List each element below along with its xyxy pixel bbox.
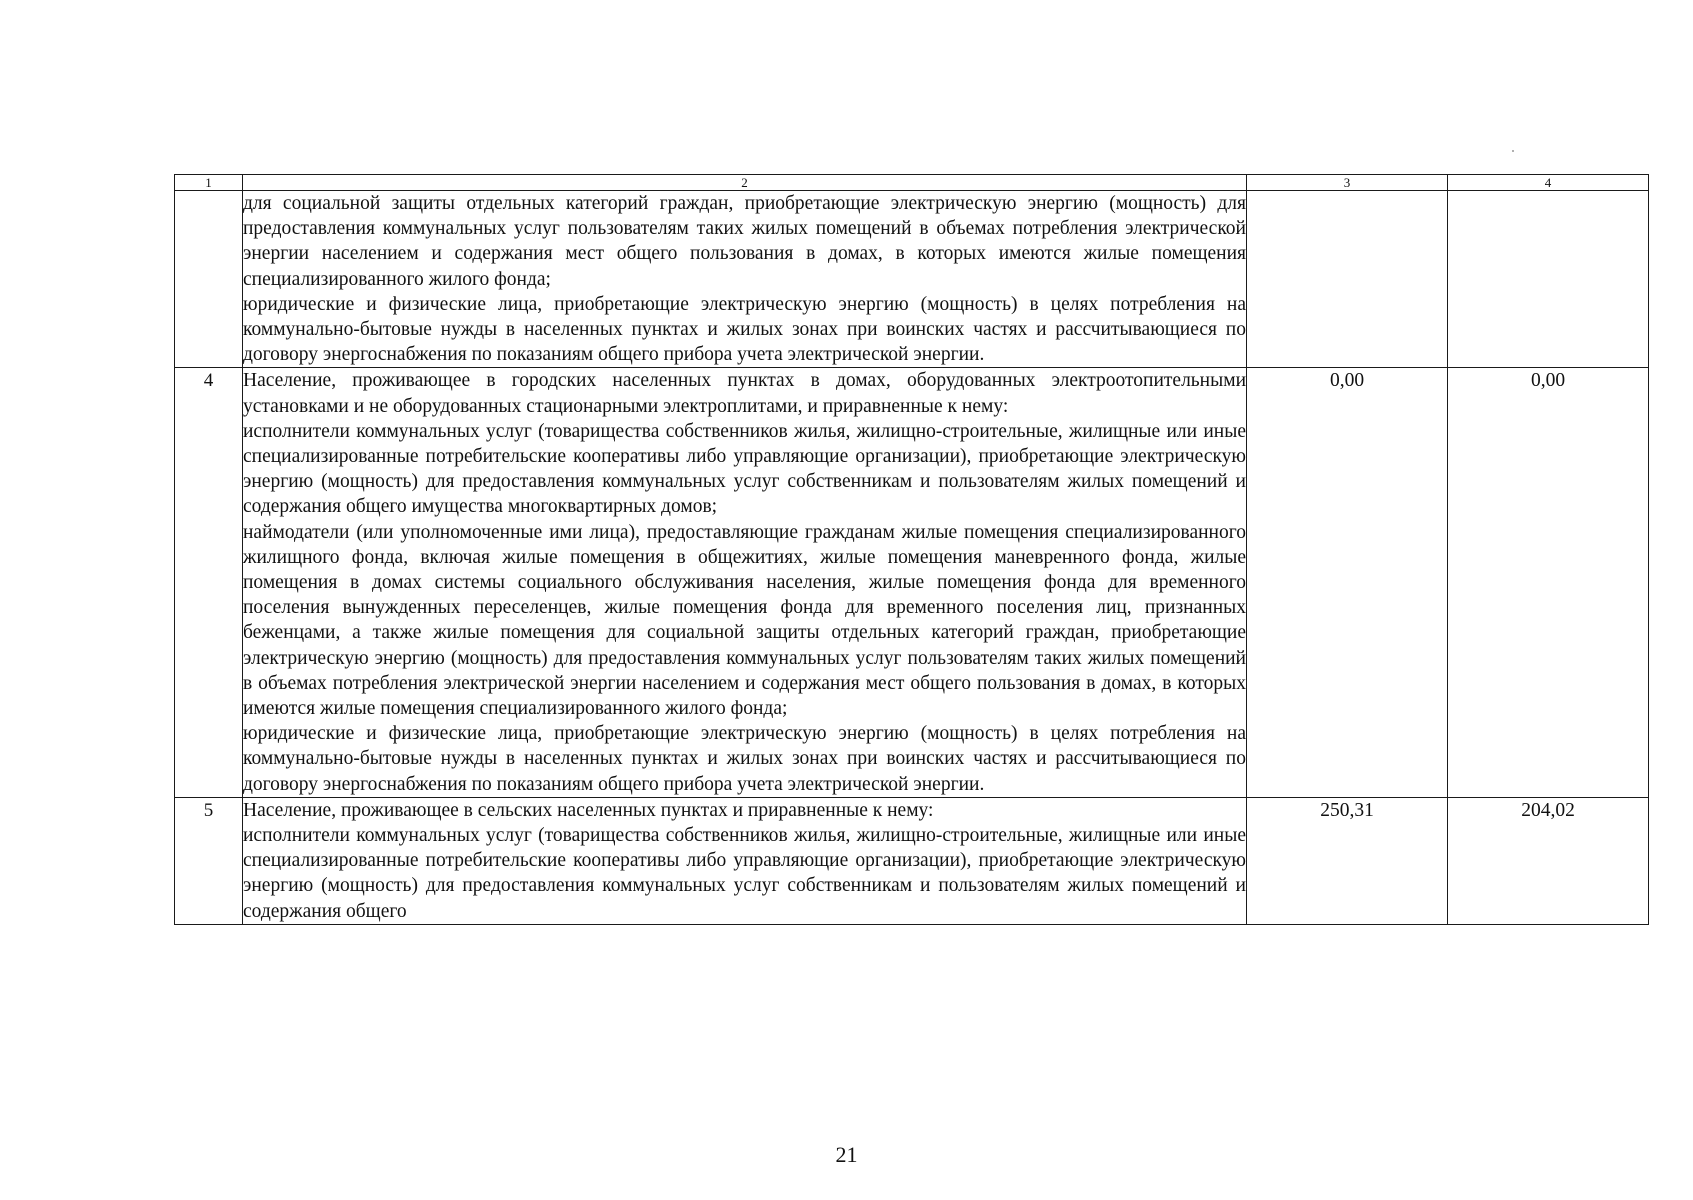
description-paragraph: для социальной защиты отдельных категорий граждан, приобретающие электрическую энергию (мощность) для предоставления коммунальных услуг пользователям таких жилых помещений в объемах потребления электрической энергии населением и содержания мест общего пользования в домах, в которых имеются жилые помещения специализированного жилого фонда;: [243, 193, 1246, 290]
row-description: [243, 191, 1247, 368]
page-number: 21: [835, 1142, 858, 1167]
description-paragraph: юридические и физические лица, приобретающие электрическую энергию (мощность) в целях потребления на коммунально-бытовые нужды в населенных пунктах и жилых зонах при воинских частях и рассчитывающиеся по договору энергоснабжения по показаниям общего прибора учета электрической энергии.: [243, 293, 1246, 366]
row-description: [243, 797, 1247, 924]
row-value-col3: 250,31: [1247, 797, 1448, 924]
description-paragraph: юридические и физические лица, приобретающие электрическую энергию (мощность) в целях потребления на коммунально-бытовые нужды в населенных пунктах и жилых зонах при воинских частях и рассчитывающиеся по договору энергоснабжения по показаниям общего прибора учета электрической энергии.: [243, 723, 1246, 795]
table-row-5: [175, 797, 1649, 924]
description-paragraph: Население, проживающее в сельских населенных пунктах и приравненные к нему:: [243, 799, 934, 821]
column-number-row: [175, 175, 1649, 191]
column-number-3: 3: [1247, 175, 1448, 191]
column-number-1: 1: [175, 175, 243, 191]
description-paragraph: наймодатели (или уполномоченные ими лица), предоставляющие гражданам жилые помещения специализированного жилищного фонда, включая жилые помещения в общежитиях, жилые помещения маневренного фонда, жилые помещения в домах системы социального обслуживания населения, жилые помещения фонда для временного поселения вынужденных переселенцев, жилые помещения фонда для временного поселения лиц, признанных беженцами, а также жилые помещения для социальной защиты отдельных категорий граждан, приобретающие электрическую энергию (мощность) для предоставления коммунальных услуг пользователям таких жилых помещений в объемах потребления электрической энергии населением и содержания мест общего пользования в домах, в которых имеются жилые помещения специализированного жилого фонда;: [243, 521, 1246, 720]
row-value-col4: 204,02: [1448, 797, 1649, 924]
description-paragraph: исполнители коммунальных услуг (товарищества собственников жилья, жилищно-строительные, жилищные или иные специализированные потребительские кооперативы либо управляющие организации), приобретающие электрическую энергию (мощность) для предоставления коммунальных услуг собственникам и пользователям жилых помещений и содержания общего: [243, 825, 1246, 922]
row-value-col3: [1247, 191, 1448, 368]
description-paragraph: Население, проживающее в городских населенных пунктах в домах, оборудованных электроотопительными установками и не оборудованных стационарными электроплитами, и приравненные к нему:: [243, 370, 1246, 417]
description-paragraph: исполнители коммунальных услуг (товарищества собственников жилья, жилищно-строительные, жилищные или иные специализированные потребительские кооперативы либо управляющие организации), приобретающие электрическую энергию (мощность) для предоставления коммунальных услуг собственникам и пользователям жилых помещений и содержания общего имущества многоквартирных домов;: [243, 420, 1246, 518]
row-description: [243, 368, 1247, 797]
row-number: [175, 191, 243, 368]
table-row-4: [175, 368, 1649, 797]
tariff-table: [174, 174, 1649, 925]
scan-speck: [1512, 150, 1514, 152]
row-value-col4: [1448, 191, 1649, 368]
row-number: 4: [175, 368, 243, 797]
column-number-2: 2: [243, 175, 1247, 191]
row-value-col3: 0,00: [1247, 368, 1448, 797]
row-number: 5: [175, 797, 243, 924]
row-value-col4: 0,00: [1448, 368, 1649, 797]
table-row-continuation: [175, 191, 1649, 368]
column-number-4: 4: [1448, 175, 1649, 191]
